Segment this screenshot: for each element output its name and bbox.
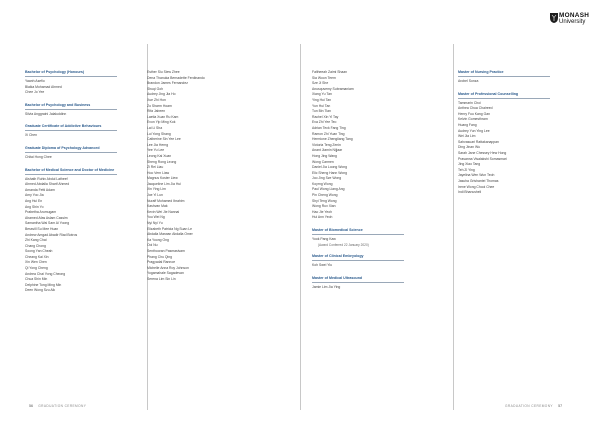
graduate-name: Laetia Xuan Ru Kam — [147, 114, 179, 119]
graduate-name: Xi Chen — [25, 133, 38, 138]
footer-label-left: GRADUATION CEREMONY — [38, 404, 87, 408]
graduate-name: Shyi Teng Wong — [312, 198, 337, 203]
graduate-name: Silvia Anggraini Jalaluddinn — [25, 111, 67, 116]
graduate-name: Blaika Mohamad Ahmed — [25, 84, 62, 89]
graduate-name: Joo Jing Sze Wong — [312, 176, 342, 181]
graduate-name: Pragyadal Rannoe — [147, 260, 176, 265]
graduate-name: Tammarin Choi — [458, 100, 481, 105]
graduate-name: Ahmed Abdalla Sharif Ahmed — [25, 182, 70, 187]
graduate-name: Jacqueline Lim Jia Hui — [147, 181, 181, 186]
graduate-name: Andrew Amgad Abadir Riad Botros — [25, 232, 78, 237]
graduate-name: Bessvill Su Mee Huan — [25, 226, 59, 231]
graduate-name: Prabetha Arumugam — [25, 210, 57, 215]
program-title: Master of Professional Counselling — [458, 92, 550, 99]
graduate-name: Jamie Lim Jia Ying — [312, 284, 341, 289]
graduate-name: Sia Woon Teem — [312, 75, 336, 80]
graduate-name: Daniel Jia Loong Wong — [312, 165, 347, 170]
column-3 — [312, 70, 404, 297]
graduate-name: Ramon Zhi Yuan Ting — [312, 131, 345, 136]
graduate-name: Adrian Teck Fang Ting — [312, 125, 346, 130]
graduate-name: Elizabeth Patricia Ng Suan Le — [147, 226, 193, 231]
graduate-name: Ding Jinan Wu — [458, 145, 480, 150]
graduate-name: Kevin Wei Jie Nannai — [147, 209, 180, 214]
graduate-name: Audrey Jing Jia Ho — [147, 92, 176, 97]
graduate-name: Paul Wong Liang Ang — [312, 187, 345, 192]
graduate-name: Michelle Anna Roy Johnson — [147, 265, 189, 270]
program-title: Master of Biomedical Science — [312, 228, 404, 235]
graduate-name: Ying Hui Tan — [312, 97, 332, 102]
program-title: Bachelor of Medical Science and Doctor of Medicine — [25, 168, 117, 175]
graduate-name: Chitai Hong Chee — [25, 154, 52, 159]
graduate-name: Tun Bin Tian — [312, 109, 331, 114]
award-note: (Award Conferred 22 January 2020) — [318, 242, 369, 247]
graduate-name: Hui Ann Yeoh — [312, 215, 333, 220]
graduate-name: Kelvin Gomesthram — [458, 117, 488, 122]
logo-line-2: University — [559, 19, 586, 25]
graduate-name: Yook Pang Kaw — [312, 237, 336, 242]
graduate-name: Phang Chu Qing — [147, 254, 173, 259]
graduate-name: Anant Jiamin Nijjaar — [312, 148, 343, 153]
program-section — [147, 70, 239, 283]
graduate-name: Pin Cheng Wong — [312, 193, 338, 198]
graduate-name: Sahvasuari Rattakanappan — [458, 139, 499, 144]
column-1 — [25, 70, 117, 301]
graduate-name: Rachel Xin Yi Tay — [312, 114, 339, 119]
graduate-name: Serena Lim Sin Lin — [147, 276, 176, 281]
program-section — [25, 103, 117, 118]
program-title: Graduate Diploma of Psychology Advanced — [25, 146, 117, 153]
program-title: Master of Nursing Practice — [458, 70, 550, 77]
graduate-name: Jing Xiao Tang — [458, 162, 481, 167]
graduate-name: Zhi Kang Chai — [25, 238, 47, 243]
graduate-name: Brandon James Fernandez — [147, 81, 188, 86]
graduate-name: Yaanh Asefio — [25, 79, 45, 83]
program-section — [312, 228, 404, 247]
graduate-name: Yee Yu Lee — [147, 148, 165, 153]
page-number-right: 57 — [558, 404, 563, 408]
graduate-name: Wong Rux Xian — [312, 204, 336, 209]
graduate-name: Ooi Nu — [147, 243, 158, 248]
monash-university-logo — [550, 12, 590, 28]
graduate-name: Chang Chong — [25, 243, 46, 248]
program-section — [25, 70, 117, 96]
graduate-name: Yogamahale Sagadevan — [147, 271, 184, 276]
program-title: Master of Clinical Embryology — [312, 254, 404, 261]
graduate-name: Shuqi Goh — [147, 86, 164, 91]
graduate-name: Anusquvemy Subramaniam — [312, 86, 354, 91]
graduate-name: Ka Yoong Ong — [147, 237, 169, 242]
graduate-name: Audrey Yun Ying Lee — [458, 128, 490, 133]
graduate-name: Lui Yong Shang — [147, 131, 171, 136]
graduate-name: Eva Zhi Yee Teo — [312, 120, 337, 125]
graduate-name: Wei Jia Lim — [458, 134, 476, 139]
program-section — [25, 168, 117, 294]
graduate-name: Hao Jie Yeoh — [312, 209, 332, 214]
graduate-name: Indi Bhanusheli — [458, 190, 482, 195]
column-divider — [453, 44, 454, 410]
graduate-name: You Wei Ng — [147, 215, 165, 220]
graduate-name: Lee Jia Herng — [147, 142, 169, 147]
graduate-name: Chua Shin Min — [25, 277, 48, 282]
column-4 — [458, 70, 550, 203]
graduate-name: Andrea Chai Yong Cheong — [25, 271, 66, 276]
graduate-name: Abdalla Marwan Abdalla Omer — [147, 232, 193, 237]
program-section — [312, 276, 404, 291]
graduate-name: Joe Yi Lun — [147, 193, 163, 198]
graduate-name: Elic Sheng Hann Wong — [312, 170, 347, 175]
graduate-name: Deen Wong Szu Aik — [25, 288, 56, 293]
program-section — [312, 70, 404, 221]
graduate-name: Evon Yip Ming Kok — [147, 120, 176, 125]
graduate-name: Hong Jing Wang — [312, 153, 337, 158]
graduate-name: Wong Carmen — [312, 159, 334, 164]
graduate-name: Anthea Chua Chaireed — [458, 106, 493, 111]
graduate-name: Sarah Jane Chessey Hew Hong — [458, 150, 507, 155]
graduate-name: Nyi Nyi Yu — [147, 221, 163, 226]
graduate-name: Ang Shin Yo — [25, 204, 44, 209]
graduate-name: Ahamed Afas Aslam Cassim — [25, 215, 68, 220]
graduate-name: Henry Fuu Kang Gan — [458, 111, 491, 116]
graduate-name: Koh Swei Yiu — [312, 263, 332, 268]
graduate-name: Dena Thanuka Bernadette Ferdinando — [147, 75, 205, 80]
graduate-name: Teh Zi Ying — [458, 167, 475, 172]
page-gutter — [300, 44, 301, 410]
program-section — [458, 92, 550, 196]
page-number-left: 56 — [29, 404, 33, 408]
graduate-name: Zo Sharm Hoam — [147, 103, 172, 108]
shield-icon — [550, 13, 558, 23]
logo-line-1: MONASH — [559, 12, 590, 19]
program-title: Bachelor of Psychology (Honours) — [25, 70, 117, 77]
graduate-name: Lai Li Sha — [147, 125, 163, 130]
graduate-name: Qi Yong Cheng — [25, 266, 48, 271]
graduate-name: Aishath Ruhiv Abdul Latheef — [25, 176, 68, 181]
program-section — [25, 146, 117, 161]
graduate-name: Faltheeah Zaimi Shaan — [312, 70, 348, 74]
graduate-name: Huang Fang — [458, 122, 477, 127]
graduate-name: Prasanna Visalakshi Somasmari — [458, 156, 507, 161]
graduate-name: Esther Siu Siew Zhee — [147, 70, 180, 74]
graduate-name: Jasuha Grishantei Thomas — [458, 178, 499, 183]
graduate-name: Victoria Teng Zenin — [312, 142, 341, 147]
footer-left — [25, 404, 86, 408]
graduate-name: Amy Yoo Jia — [25, 193, 44, 198]
graduate-name: Xin Ying Lim — [147, 187, 166, 192]
graduate-name: Zi Rei Liau — [147, 165, 164, 170]
program-section — [312, 254, 404, 269]
program-title: Graduate Certificate of Addictive Behaviours — [25, 124, 117, 131]
graduate-name: Irene Wong Chooi Chee — [458, 184, 495, 189]
graduate-name: Catherine Sin Yee Lee — [147, 137, 181, 142]
graduate-name: Xue Zhi Hon — [147, 97, 166, 102]
graduate-name: Hoo Vern Liaw — [147, 170, 170, 175]
graduate-name: Rifa Jabeen — [147, 109, 166, 114]
graduate-name: Xin Wen Chen — [25, 260, 47, 265]
graduate-name: Ang Hui En — [25, 198, 43, 203]
graduate-name: Yun Hui Tan — [312, 103, 331, 108]
graduate-name: Sheng Rong Leong — [147, 159, 177, 164]
graduate-name: Sze Ji She — [312, 81, 329, 86]
column-2 — [147, 70, 239, 290]
graduate-name: Magnus Koster Liew — [147, 176, 178, 181]
graduate-name: Senthooran Pasmasivam — [147, 249, 185, 253]
graduate-name: Chee Jo Yee — [25, 90, 45, 95]
graduate-name: Koyrng Wong — [312, 181, 333, 186]
graduate-name: Delphine Tong Ming Min — [25, 282, 62, 287]
graduate-name: Jayelina Wen Wun Teoh — [458, 173, 495, 178]
program-section — [25, 124, 117, 139]
graduate-name: Leong Kai Xuan — [147, 153, 172, 158]
graduate-name: Cheang Kai Xin — [25, 254, 49, 259]
program-section — [458, 70, 550, 85]
graduate-name: Kashvan Mak — [147, 204, 168, 209]
program-title: Bachelor of Psychology and Business — [25, 103, 117, 110]
graduate-name: Xiang Yu Tan — [312, 92, 332, 97]
program-title: Master of Medical Ultrasound — [312, 276, 404, 283]
graduate-name: Samantha Wai Sam Ai Yoong — [25, 221, 70, 226]
graduate-name: Amanda Fetti Adam — [25, 187, 55, 192]
graduate-name: Soong Yan Cheah — [25, 249, 53, 254]
footer-right — [505, 404, 566, 408]
graduate-name: Hermione Zhengliang Tang — [312, 137, 353, 142]
graduate-name: Arobel Sonza — [458, 79, 479, 83]
graduate-name: Nuraff Mohamed Ibrahim — [147, 198, 185, 203]
footer-label-right: GRADUATION CEREMONY — [505, 404, 553, 408]
